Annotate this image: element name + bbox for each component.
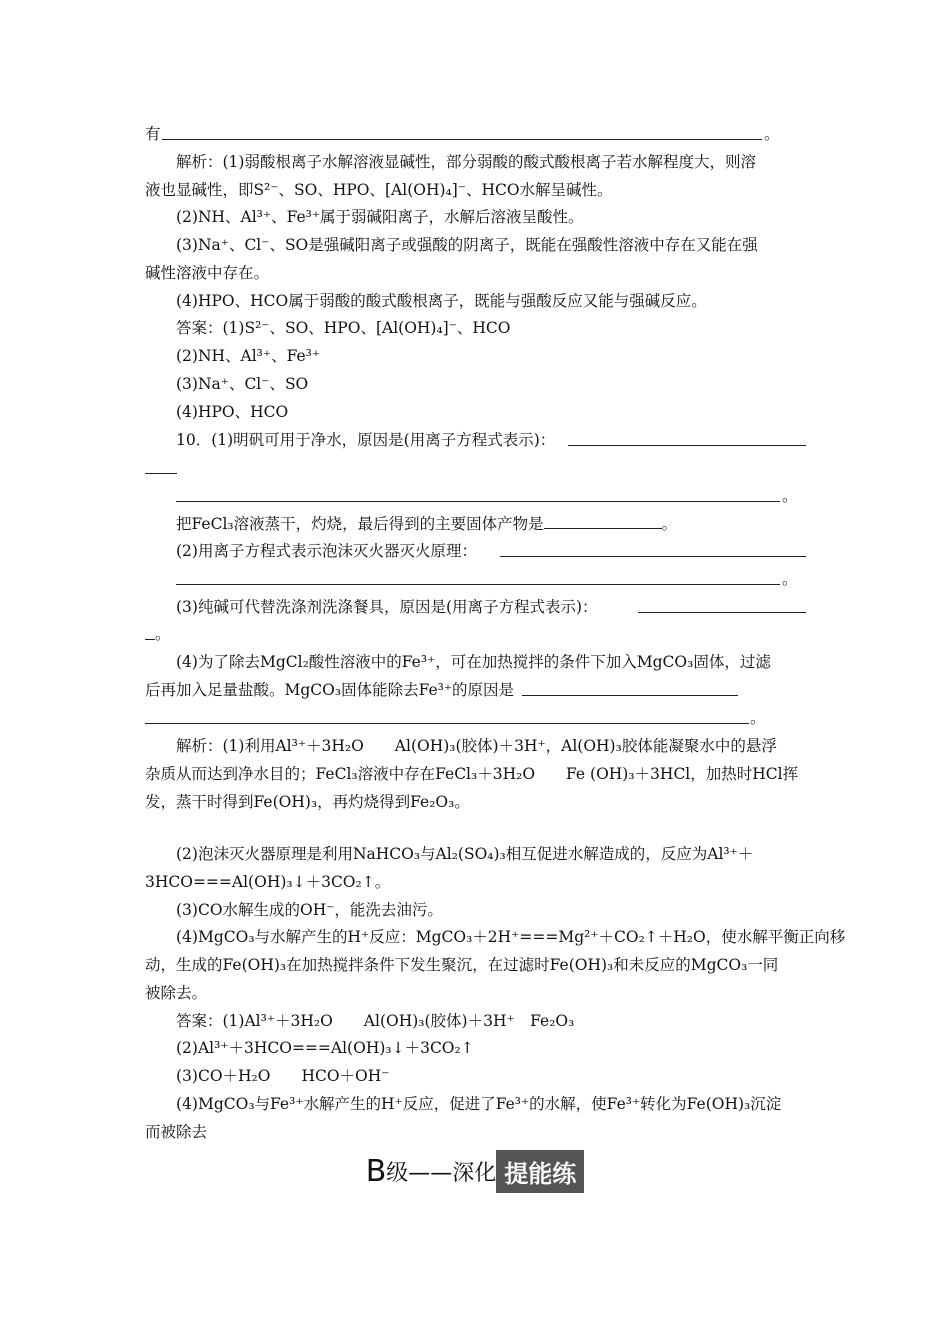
question-10-part2: (2)用离子方程式表示泡沫灭火器灭火原理： <box>176 542 477 560</box>
answer-blank-10-3b[interactable] <box>145 638 155 640</box>
answer-line: (4)HPO、HCO <box>176 403 289 421</box>
heading-boxed: 提能练 <box>496 1150 584 1193</box>
answer-line: (3)Na⁺、Cl⁻、SO <box>176 375 309 393</box>
question-10-fecl3 <box>176 513 677 534</box>
analysis-line: 解析：(1)利用Al³⁺＋3H₂O Al(OH)₃(胶体)＋3H⁺，Al(OH)₃胶体能凝聚水中的悬浮 <box>176 737 777 755</box>
analysis-line: 被除去。 <box>145 984 208 1002</box>
line-end: 。 <box>782 570 798 588</box>
question-10-part3: (3)纯碱可代替洗涤剂洗涤餐具，原因是(用离子方程式表示)： <box>176 598 598 616</box>
answer-line: 答案：(1)Al³⁺＋3H₂O Al(OH)₃(胶体)＋3H⁺ Fe₂O₃ <box>176 1012 575 1030</box>
analysis-line: 解析：(1)弱酸根离子水解溶液显碱性，部分弱酸的酸式酸根离子若水解程度大，则溶 <box>176 153 756 171</box>
question-10-part1: 10．(1)明矾可用于净水，原因是(用离子方程式表示)： <box>176 431 556 449</box>
question-10-fecl3-text: 把FeCl₃溶液蒸干，灼烧，最后得到的主要固体产物是 <box>176 515 544 533</box>
answer-blank-10-1c[interactable] <box>176 500 780 502</box>
answer-blank-10-3a[interactable] <box>638 611 806 613</box>
analysis-line: (2)NH、Al³⁺、Fe³⁺属于弱碱阳离子，水解后溶液呈酸性。 <box>176 208 584 226</box>
analysis-line: (2)泡沫灭火器原理是利用NaHCO₃与Al₂(SO₄)₃相互促进水解造成的，反应为Al³⁺＋ <box>176 845 754 863</box>
heading-letter: B <box>365 1154 387 1189</box>
heading-text: 级——深化 <box>386 1161 497 1186</box>
answer-line: 而被除去 <box>145 1123 208 1141</box>
analysis-line: 发，蒸干时得到Fe(OH)₃，再灼烧得到Fe₂O₃。 <box>145 793 470 811</box>
answer-blank-fecl3[interactable] <box>544 513 662 529</box>
answer-line: (4)MgCO₃与Fe³⁺水解产生的H⁺反应，促进了Fe³⁺的水解，使Fe³⁺转化为Fe(OH)₃沉淀 <box>176 1095 782 1113</box>
analysis-line: 3HCO===Al(OH)₃↓＋3CO₂↑。 <box>145 873 391 891</box>
answer-line: (2)NH、Al³⁺、Fe³⁺ <box>176 347 321 365</box>
question-10-part4-cont: 后再加入足量盐酸。MgCO₃固体能除去Fe³⁺的原因是 <box>145 681 515 699</box>
analysis-line: (4)HPO、HCO属于弱酸的酸式酸根离子，既能与强酸反应又能与强碱反应。 <box>176 292 707 310</box>
line-end: 。 <box>782 487 798 505</box>
line-end: 。 <box>155 625 171 643</box>
analysis-line: 液也显碱性，即S²⁻、SO、HPO、[Al(OH)₄]⁻、HCO水解呈碱性。 <box>145 181 613 199</box>
question-10-part4: (4)为了除去MgCl₂酸性溶液中的Fe³⁺，可在加热搅拌的条件下加入MgCO₃固体，过滤 <box>176 653 771 671</box>
answer-line: (3)CO＋H₂O HCO＋OH⁻ <box>176 1067 390 1085</box>
analysis-line: (4)MgCO₃与水解产生的H⁺反应：MgCO₃＋2H⁺===Mg²⁺＋CO₂↑＋H₂O，使水解平衡正向移 <box>176 928 846 946</box>
answer-blank-10-1b[interactable] <box>145 472 177 474</box>
answer-line: (2)Al³⁺＋3HCO===Al(OH)₃↓＋3CO₂↑ <box>176 1039 474 1057</box>
analysis-line: 动，生成的Fe(OH)₃在加热搅拌条件下发生聚沉，在过滤时Fe(OH)₃和未反应的MgCO₃一同 <box>145 956 779 974</box>
answer-blank-10-2a[interactable] <box>500 555 806 557</box>
answer-blank-10-1a[interactable] <box>568 444 806 446</box>
line-1 <box>145 124 161 144</box>
answer-blank-10-4b[interactable] <box>145 722 749 724</box>
answer-blank-1[interactable] <box>162 138 762 140</box>
question-10-fecl3-end: 。 <box>661 515 678 533</box>
line-1-prefix: 有 <box>145 125 161 143</box>
analysis-line: 碱性溶液中存在。 <box>145 264 270 282</box>
answer-line: 答案：(1)S²⁻、SO、HPO、[Al(OH)₄]⁻、HCO <box>176 319 511 337</box>
analysis-line: (3)CO水解生成的OH⁻，能洗去油污。 <box>176 901 443 919</box>
analysis-line: 杂质从而达到净水目的；FeCl₃溶液中存在FeCl₃＋3H₂O Fe (OH)₃＋3HCl，加热时HCl挥 <box>145 765 799 783</box>
line-end: 。 <box>750 709 766 727</box>
analysis-line: (3)Na⁺、Cl⁻、SO是强碱阳离子或强酸的阴离子，既能在强酸性溶液中存在又能在强 <box>176 236 758 254</box>
section-heading <box>0 1150 950 1196</box>
answer-blank-10-4a[interactable] <box>522 694 738 696</box>
answer-blank-10-2b[interactable] <box>176 583 780 585</box>
line-1-end: 。 <box>764 125 780 143</box>
